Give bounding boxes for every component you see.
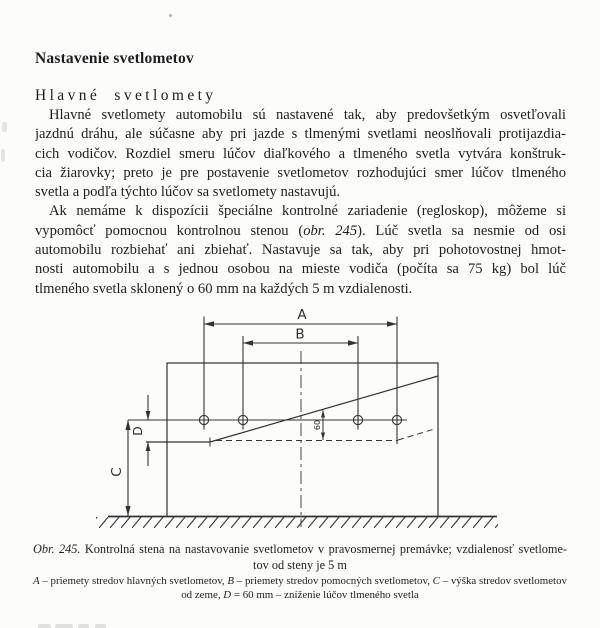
figure-caption: [33, 542, 567, 573]
label-d: D: [130, 426, 145, 436]
text-run: cia žiarovky; preto je pre postavenie svetlometov rozhodujúci smer lúčov tlmeného: [35, 164, 566, 181]
dimension-arrowheads: [125, 321, 397, 516]
label-a: A: [297, 307, 307, 323]
figure-legend: [33, 574, 567, 602]
text-run: jazdnú dráhu, ale súčasne aby pri jazde s tlmenými svetlami neoslňovali protijazdia-: [35, 126, 566, 143]
cutoff-next-line-fragment: [95, 624, 106, 628]
text-run: = 60 mm – zníženie lúčov tlmeného svetla: [231, 589, 419, 602]
paragraph-2-line: [35, 241, 566, 260]
text-run: Kontrolná stena na nastavovanie svetlometov v pravosmernej premávke; vzdialenosť svetlome-: [80, 542, 567, 556]
legend-line-1: [33, 574, 567, 588]
label-c: C: [109, 467, 125, 477]
figure-245: [0, 300, 600, 540]
legend-line-2: [33, 588, 567, 602]
subsection-title: Hlavné svetlomety: [35, 86, 217, 104]
text-run: automobilu rozbiehať ani zbiehať. Nastavuje sa tak, aby pri pohotovostnej hmot-: [35, 242, 566, 259]
caption-line-1: [33, 542, 567, 558]
text-run: ). Lúč svetla sa nesmie od osi: [357, 222, 566, 239]
cutoff-next-line-fragment: [78, 624, 89, 628]
cutoff-next-line-fragment: [55, 624, 73, 628]
text-run: vypomôcť pomocnou kontrolnou stenou (: [35, 222, 304, 239]
text-run: – priemety stredov hlavných svetlometov,: [39, 575, 228, 587]
scan-speck: [2, 122, 7, 132]
ground-hatching: [96, 517, 498, 528]
figure-number: Obr. 245.: [33, 542, 81, 556]
figure-reference: obr. 245: [303, 222, 358, 239]
paragraph-1-line: [35, 106, 566, 125]
paragraph-1-line: [35, 164, 566, 183]
headlight-wall-diagram: [0, 300, 600, 540]
paragraph-2-line: [35, 260, 566, 279]
caption-line-2: tov od steny je 5 m: [253, 557, 347, 572]
paragraph-2-line: [35, 222, 566, 241]
paragraph-1-line: [35, 183, 566, 202]
text-run: svetla a podľa týchto lúčov sa svetlomety nastavujú.: [35, 184, 341, 201]
text-run: Hlavné svetlomety automobilu sú nastavené tak, aby predovšetkým osvetľovali: [49, 107, 566, 123]
section-title: Nastavenie svetlometov: [35, 50, 194, 68]
body-text: [35, 106, 566, 299]
scan-speck: [169, 14, 172, 17]
text-run: od zeme,: [181, 589, 224, 602]
legend-key-c: C: [432, 575, 440, 587]
text-run: cich vodičov. Rozdiel smeru lúčov diaľkového a tlmeného svetla vytvára konštruk-: [35, 145, 566, 162]
paragraph-1-line: [35, 145, 566, 164]
text-run: – výška stredov svetlometov: [439, 575, 567, 587]
text-run: Ak nemáme k dispozícii špeciálne kontrolné zariadenie (regloskop), môžeme si: [49, 203, 566, 220]
legend-key-d: D: [223, 589, 232, 602]
paragraph-2-line: [35, 202, 566, 221]
scan-speck: [1, 149, 5, 162]
legend-key-a: A: [33, 575, 40, 587]
legend-key-b: B: [227, 575, 235, 587]
text-run: tlmeného svetla sklonený o 60 mm na každých 5 m vzdialenosti.: [35, 280, 413, 297]
label-b: B: [295, 326, 305, 343]
paragraph-1-line: [35, 125, 566, 144]
label-drop-60: 60: [313, 419, 322, 431]
cutoff-next-line-fragment: [38, 624, 51, 628]
beam-cutoff-line: [146, 376, 438, 447]
text-run: nosti automobilu a s jednou osobou na mieste vodiča (počíta sa 75 kg) bol lúč: [35, 261, 566, 278]
paragraph-2-line: [35, 280, 566, 299]
text-run: – priemety stredov pomocných svetlometov,: [234, 575, 433, 587]
